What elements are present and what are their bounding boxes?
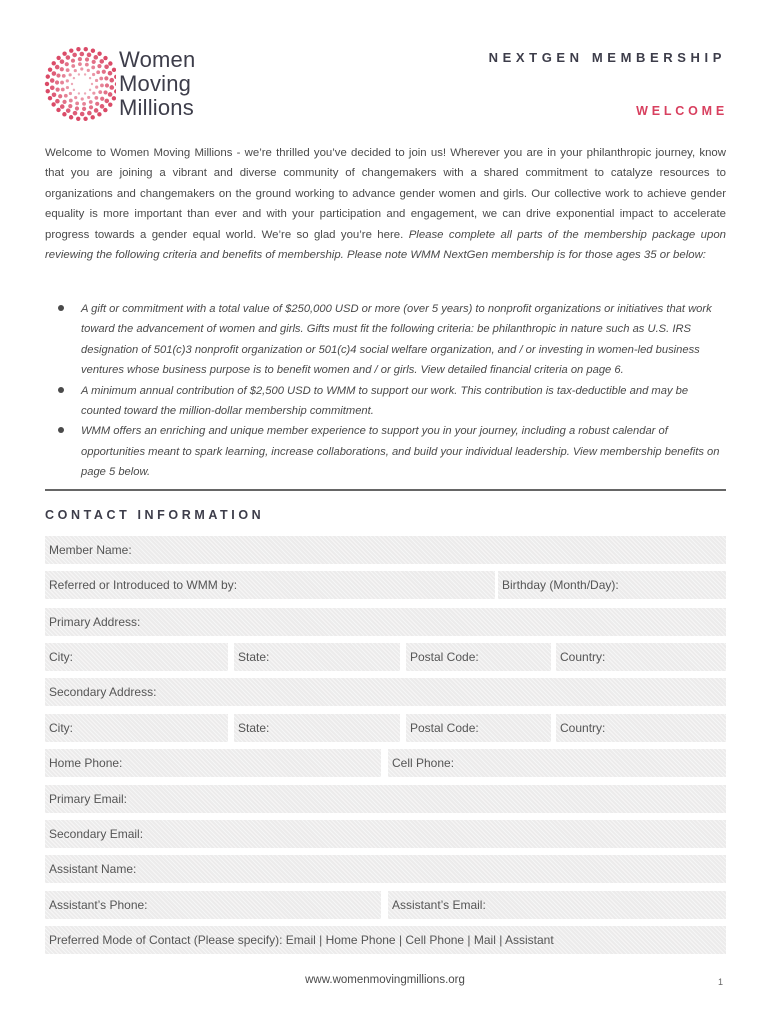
logo [44, 44, 219, 124]
logo-dot [94, 96, 98, 100]
logo-dot [73, 89, 75, 91]
logo-dot [91, 66, 95, 70]
logo-dot [56, 73, 60, 77]
logo-dot [92, 73, 95, 76]
secondary-state-field[interactable]: State: [234, 714, 400, 742]
footer-url: www.womenmovingmillions.org [305, 974, 465, 986]
logo-dot [100, 97, 104, 101]
logo-dot [87, 69, 90, 72]
cell-phone-field[interactable]: Cell Phone: [388, 749, 726, 777]
secondary-address-field[interactable]: Secondary Address: [45, 678, 726, 706]
logo-dot [99, 59, 104, 64]
logo-dot [104, 76, 108, 80]
logo-dot [112, 68, 116, 72]
logo-dot [55, 80, 59, 84]
logo-dot [69, 73, 72, 76]
secondary-country-field[interactable]: Country: [556, 714, 726, 742]
logo-dot [78, 73, 80, 75]
logo-dot [110, 85, 115, 90]
logo-dot [95, 79, 98, 82]
logo-dot [62, 51, 66, 55]
logo-dot [103, 90, 107, 94]
secondary-city-field[interactable]: City: [45, 714, 228, 742]
preferred-contact-field[interactable]: Preferred Mode of Contact (Please specify): Email | Home Phone | Cell Phone | Mail | Assistant [45, 926, 726, 954]
logo-dot [64, 94, 68, 98]
bullet-icon [58, 387, 64, 393]
list-item [58, 299, 726, 381]
logo-dot [102, 70, 106, 74]
logo-dot [69, 92, 72, 95]
logo-dot [56, 88, 60, 92]
logo-dot [75, 102, 79, 106]
logo-dot [89, 100, 93, 104]
logo-dot [60, 104, 65, 109]
page-number: 1 [717, 977, 723, 987]
logo-dot [109, 78, 114, 83]
logo-dot [84, 47, 88, 51]
logo-dot [66, 108, 71, 113]
logo-dot [78, 62, 82, 66]
logo-dot [97, 52, 101, 56]
logo-dot [89, 105, 93, 109]
logo-dot [73, 111, 78, 116]
section-divider [45, 489, 726, 491]
logo-dot [85, 63, 89, 67]
assistant-name-field[interactable]: Assistant Name: [45, 855, 726, 883]
logo-dot [84, 92, 86, 94]
logo-dot [76, 47, 80, 51]
logo-dot [115, 82, 116, 86]
logo-dot [52, 61, 56, 65]
logo-dot [52, 71, 57, 76]
logo-dot [58, 94, 62, 98]
logo-dot [72, 53, 77, 58]
intro-text: Welcome to Women Moving Millions - we’re thrilled you’ve decided to join us! Wherever you are in your philanthropic journey, know that you are joining a vibrant and diverse community of changemakers with a shared commitment to catalyze resources to organizations and changemakers on the ground working to advance gender women and girls. Our collective work to achieve gender equality is more important than ever and with your participation and engagement, we can drive exponential impact to accelerate progress towards a gender equal world. We’re so glad you’re here. [45, 147, 726, 241]
logo-dot [94, 108, 99, 113]
secondary-email-field[interactable]: Secondary Email: [45, 820, 726, 848]
logo-dot [80, 67, 83, 70]
logo-dot [80, 112, 85, 117]
logo-dot [112, 96, 116, 100]
logo-dot [74, 96, 77, 99]
birthday-field[interactable]: Birthday (Month/Day): [498, 571, 726, 599]
section-title-welcome: WELCOME [636, 104, 728, 118]
primary-email-field[interactable]: Primary Email: [45, 785, 726, 813]
logo-dot [60, 59, 65, 64]
logo-dot [95, 102, 99, 106]
logo-dot [89, 77, 91, 79]
logo-dot [104, 65, 109, 70]
logo-dot [62, 112, 66, 116]
bullet-icon [58, 427, 64, 433]
member-name-field[interactable]: Member Name: [45, 536, 726, 564]
logo-dot [52, 93, 57, 98]
logo-dot [114, 89, 116, 93]
list-item-text: A gift or commitment with a total value of $250,000 USD or more (over 5 years) to nonprofit organizations or initiatives that work toward the advancement of women and girls. Gifts must fit the following criteria: be philanthropic in nature such as U.S. IRS designation of 501(c)3 nonprofit organization or 501(c)4 social welfare organization, and / or investing in women-led business ventures whose business purpose is to benefit women and / or girls. View detailed financial criteria on page 6. [81, 303, 712, 377]
assistant-phone-field[interactable]: Assistant’s Phone: [45, 891, 381, 919]
primary-state-field[interactable]: State: [234, 643, 400, 671]
logo-dot [73, 77, 75, 79]
logo-dot [50, 78, 55, 83]
logo-dot [84, 73, 86, 75]
logo-dot [103, 108, 107, 112]
logo-dot [98, 90, 102, 94]
logo-dot [108, 71, 113, 76]
logo-dot [61, 88, 65, 92]
logo-dot [76, 117, 80, 121]
logo-dot [69, 115, 73, 119]
primary-postal-code-field[interactable]: Postal Code: [406, 643, 551, 671]
logo-dot [66, 55, 71, 60]
logo-dot [80, 52, 85, 57]
primary-country-field[interactable]: Country: [556, 643, 726, 671]
logo-dot [51, 102, 55, 106]
list-item-text: A minimum annual contribution of $2,500 USD to WMM to support our work. This contribution is tax-deductible and may be counted toward the million-dollar membership commitment. [81, 384, 689, 418]
logo-dot [89, 89, 91, 91]
logo-dot [68, 104, 72, 108]
logo-dot [91, 115, 95, 119]
logo-dot [65, 62, 69, 66]
logo-dot [99, 77, 103, 81]
logo-dot [56, 108, 60, 112]
document-title: NEXTGEN MEMBERSHIP [488, 50, 726, 65]
secondary-postal-code-field[interactable]: Postal Code: [406, 714, 551, 742]
logo-dot [60, 81, 64, 85]
logo-dot [92, 60, 96, 64]
logo-dot [96, 70, 100, 74]
logo-line-2: Moving [119, 71, 192, 96]
intro-paragraph [45, 143, 726, 265]
contact-section-heading: CONTACT INFORMATION [45, 508, 265, 522]
logo-dot [97, 112, 101, 116]
logo-dot [71, 59, 75, 63]
logo-dot [46, 74, 50, 78]
logo-dot [100, 84, 104, 88]
referred-by-field[interactable]: Referred or Introduced to WMM by: [45, 571, 495, 599]
logo-dot [103, 56, 107, 60]
logo-dot [66, 79, 69, 82]
logo-dot [50, 85, 55, 90]
list-item-text: WMM offers an enriching and unique member experience to support you in your journey, including a robust calendar of opportunities meant to spark learning, increase collaborations, and build your individual leadership. View membership benefits on page 5 below. [81, 425, 720, 479]
logo-line-3: Millions [119, 95, 194, 120]
bullet-icon [58, 305, 64, 311]
logo-wordmark [119, 48, 195, 120]
logo-dot [69, 99, 73, 103]
logo-dot [114, 75, 116, 79]
logo-dot [71, 83, 73, 85]
logo-dot [66, 86, 69, 89]
logo-dot [66, 68, 70, 72]
logo-dot [92, 92, 95, 95]
list-item [58, 381, 726, 422]
logo-dot [62, 100, 66, 104]
logo-dot [97, 64, 101, 68]
logo-dot [82, 107, 86, 111]
logo-dot [104, 99, 109, 104]
logo-dot [69, 48, 73, 52]
list-item [58, 421, 726, 482]
home-phone-field[interactable]: Home Phone: [45, 749, 381, 777]
logo-dot [91, 83, 93, 85]
intro-italic-text: Please complete all parts of the membership package upon reviewing the following criteria and benefits of membership. Please note WMM NextGen membership is for those ages 35 or below: [45, 228, 727, 262]
logo-dot [46, 89, 50, 93]
logo-dot [55, 99, 60, 104]
logo-dot [62, 74, 66, 78]
logo-dot [60, 67, 64, 71]
logo-dot [78, 57, 82, 61]
logo-line-1: Women [119, 47, 196, 72]
criteria-list [58, 299, 726, 483]
logo-dot [93, 55, 98, 60]
logo-dot [91, 49, 95, 53]
logo-dot [74, 69, 77, 72]
logo-dot [48, 67, 52, 71]
logo-dot [87, 111, 92, 116]
logo-dot [85, 57, 89, 61]
logo-mark-icon [44, 44, 116, 124]
primary-address-field[interactable]: Primary Address: [45, 608, 726, 636]
logo-dot [105, 83, 109, 87]
logo-dot [56, 56, 60, 60]
logo-dot [108, 61, 112, 65]
logo-dot [55, 65, 60, 70]
logo-dot [87, 96, 90, 99]
logo-dot [48, 96, 52, 100]
logo-dot [83, 117, 87, 121]
logo-dot [82, 102, 86, 106]
logo-dot [87, 53, 92, 58]
logo-dot [108, 92, 113, 97]
logo-dot [71, 64, 75, 68]
logo-dot [95, 86, 98, 89]
assistant-email-field[interactable]: Assistant’s Email: [388, 891, 726, 919]
logo-dot [78, 92, 80, 94]
primary-city-field[interactable]: City: [45, 643, 228, 671]
logo-dot [75, 106, 79, 110]
logo-dot [108, 102, 112, 106]
logo-dot [81, 97, 84, 100]
logo-dot [100, 104, 105, 109]
logo-dot [45, 82, 49, 86]
